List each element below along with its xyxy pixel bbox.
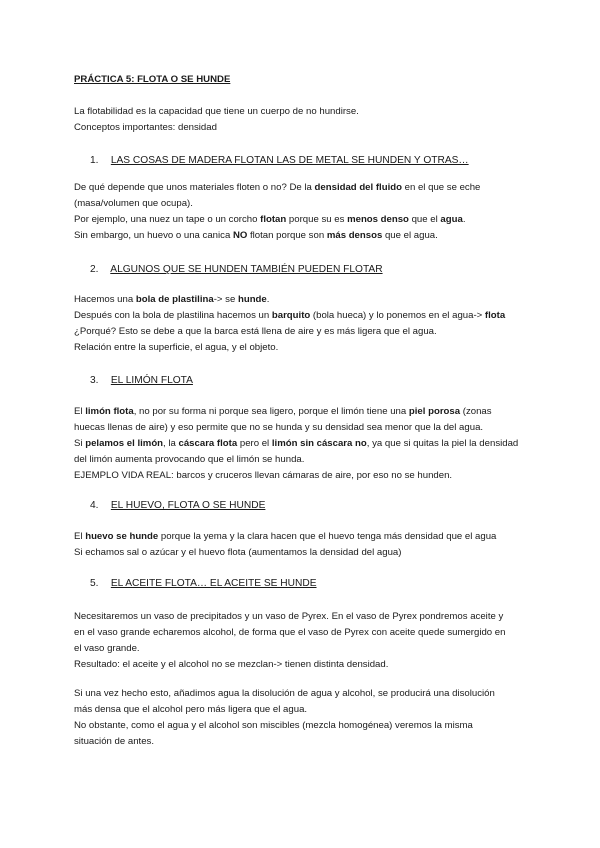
text-run: flotan [260, 214, 287, 225]
text-run: Hacemos una [74, 294, 136, 305]
text-line [74, 404, 534, 420]
text-line [74, 180, 534, 196]
text-run: EJEMPLO VIDA REAL: barcos y cruceros llevan cámaras de aire, por eso no se hunden. [74, 470, 453, 481]
section-number: 4. [90, 500, 99, 511]
text-run: en el vaso grande echaremos alcohol, de forma que el vaso de Pyrex con aceite quede sumergido en [74, 627, 506, 638]
intro-line: Conceptos importantes: densidad [74, 122, 217, 133]
text-run: Sin embargo, un huevo o una canica [74, 230, 233, 241]
text-run: que el agua. [382, 230, 438, 241]
text-run: (bola hueca) y lo ponemos en el agua-> [310, 310, 485, 321]
text-line [74, 212, 534, 228]
text-run: ¿Porqué? Esto se debe a que la barca está llena de aire y es más ligera que el agua. [74, 326, 437, 337]
text-line [74, 308, 534, 324]
text-run: situación de antes. [74, 736, 155, 747]
section-number: 1. [90, 155, 99, 166]
text-run: porque su es [286, 214, 348, 225]
intro-line: La flotabilidad es la capacidad que tiene un cuerpo de no hundirse. [74, 106, 359, 117]
text-run: menos denso [347, 214, 409, 225]
section-2-paragraph [74, 292, 534, 356]
text-run: porque la yema y la clara hacen que el huevo tenga más densidad que el agua [158, 531, 497, 542]
text-run: cáscara flota [178, 438, 238, 449]
text-run: NO [232, 230, 248, 241]
section-heading-2 [90, 262, 383, 278]
text-run: densidad del fluido [314, 182, 402, 193]
text-line [74, 292, 534, 308]
section-heading-text: EL HUEVO, FLOTA O SE HUNDE [110, 500, 266, 511]
text-run: barquito [271, 310, 311, 321]
section-heading-1 [90, 153, 469, 169]
section-heading-5 [90, 576, 317, 592]
text-run: piel porosa [408, 406, 461, 417]
text-run: , ya que si quitas la piel la densidad [366, 438, 519, 449]
intro-paragraph [74, 104, 544, 136]
text-run: que el [408, 214, 441, 225]
text-run: Relación entre la superficie, el agua, y el objeto. [74, 342, 279, 353]
text-run: en el que se eche [401, 182, 481, 193]
page-title: PRÁCTICA 5: FLOTA O SE HUNDE [74, 74, 231, 85]
text-run: bola de plastilina [135, 294, 214, 305]
section-heading-text: EL LIMÓN FLOTA [110, 375, 193, 386]
text-run: , la [163, 438, 179, 449]
text-run: Resultado: el aceite y el alcohol no se mezclan-> tienen distinta densidad. [74, 659, 389, 670]
text-run: (masa/volumen que ocupa). [74, 198, 193, 209]
text-run: pelamos el limón [85, 438, 164, 449]
text-run: Necesitaremos un vaso de precipitados y un vaso de Pyrex. En el vaso de Pyrex pondremos aceite y [74, 611, 504, 622]
section-4-paragraph [74, 529, 534, 561]
section-1-paragraph [74, 180, 534, 244]
section-3-paragraph [74, 404, 534, 484]
text-run: Después con la bola de plastilina hacemos un [74, 310, 272, 321]
text-run: pero el [237, 438, 272, 449]
text-run: hunde [237, 294, 267, 305]
text-run: huevo se hunde [85, 531, 159, 542]
text-run: agua [440, 214, 463, 225]
text-line [74, 228, 534, 244]
text-run: el vaso grande. [74, 643, 140, 654]
text-run: flota [484, 310, 506, 321]
text-run: del limón aumenta provocando que el limón se hunda. [74, 454, 305, 465]
text-run: limón flota [85, 406, 134, 417]
section-heading-text: EL ACEITE FLOTA… EL ACEITE SE HUNDE [110, 578, 317, 589]
text-run: más densa que el alcohol pero más ligera que el agua. [74, 704, 308, 715]
section-number: 2. [90, 264, 99, 275]
text-run: flotan porque son [247, 230, 327, 241]
text-run: huecas llenas de aire) y eso permite que no se hunda y su densidad sea menor que la del agua. [74, 422, 484, 433]
section-heading-text: LAS COSAS DE MADERA FLOTAN LAS DE METAL SE HUNDEN Y OTRAS… [110, 155, 469, 166]
text-run: De qué depende que unos materiales floten o no? De la [74, 182, 315, 193]
section-heading-4 [90, 498, 265, 514]
section-number: 5. [90, 578, 99, 589]
text-run: No obstante, como el agua y el alcohol son miscibles (mezcla homogénea) veremos la misma [74, 720, 473, 731]
text-run: (zonas [460, 406, 492, 417]
text-run: más densos [326, 230, 383, 241]
text-run: . [266, 294, 270, 305]
text-run: , no por su forma ni porque sea ligero, porque el limón tiene una [133, 406, 409, 417]
text-run: Si echamos sal o azúcar y el huevo flota (aumentamos la densidad del agua) [74, 547, 402, 558]
text-run: Si una vez hecho esto, añadimos agua la disolución de agua y alcohol, se producirá una disolución [74, 688, 495, 699]
text-run: limón sin cáscara no [271, 438, 367, 449]
section-5-paragraph [74, 609, 534, 673]
section-heading-3 [90, 373, 193, 389]
text-line [74, 436, 534, 452]
text-run: Si [74, 438, 86, 449]
section-5-paragraph-2 [74, 686, 534, 750]
text-run: . [462, 214, 466, 225]
text-run: Por ejemplo, una nuez un tape o un corcho [74, 214, 261, 225]
section-heading-text: ALGUNOS QUE SE HUNDEN TAMBIÉN PUEDEN FLOTAR [110, 264, 383, 275]
text-run: El [74, 406, 86, 417]
text-run: -> se [213, 294, 238, 305]
text-line [74, 529, 534, 545]
section-number: 3. [90, 375, 99, 386]
text-run: El [74, 531, 86, 542]
